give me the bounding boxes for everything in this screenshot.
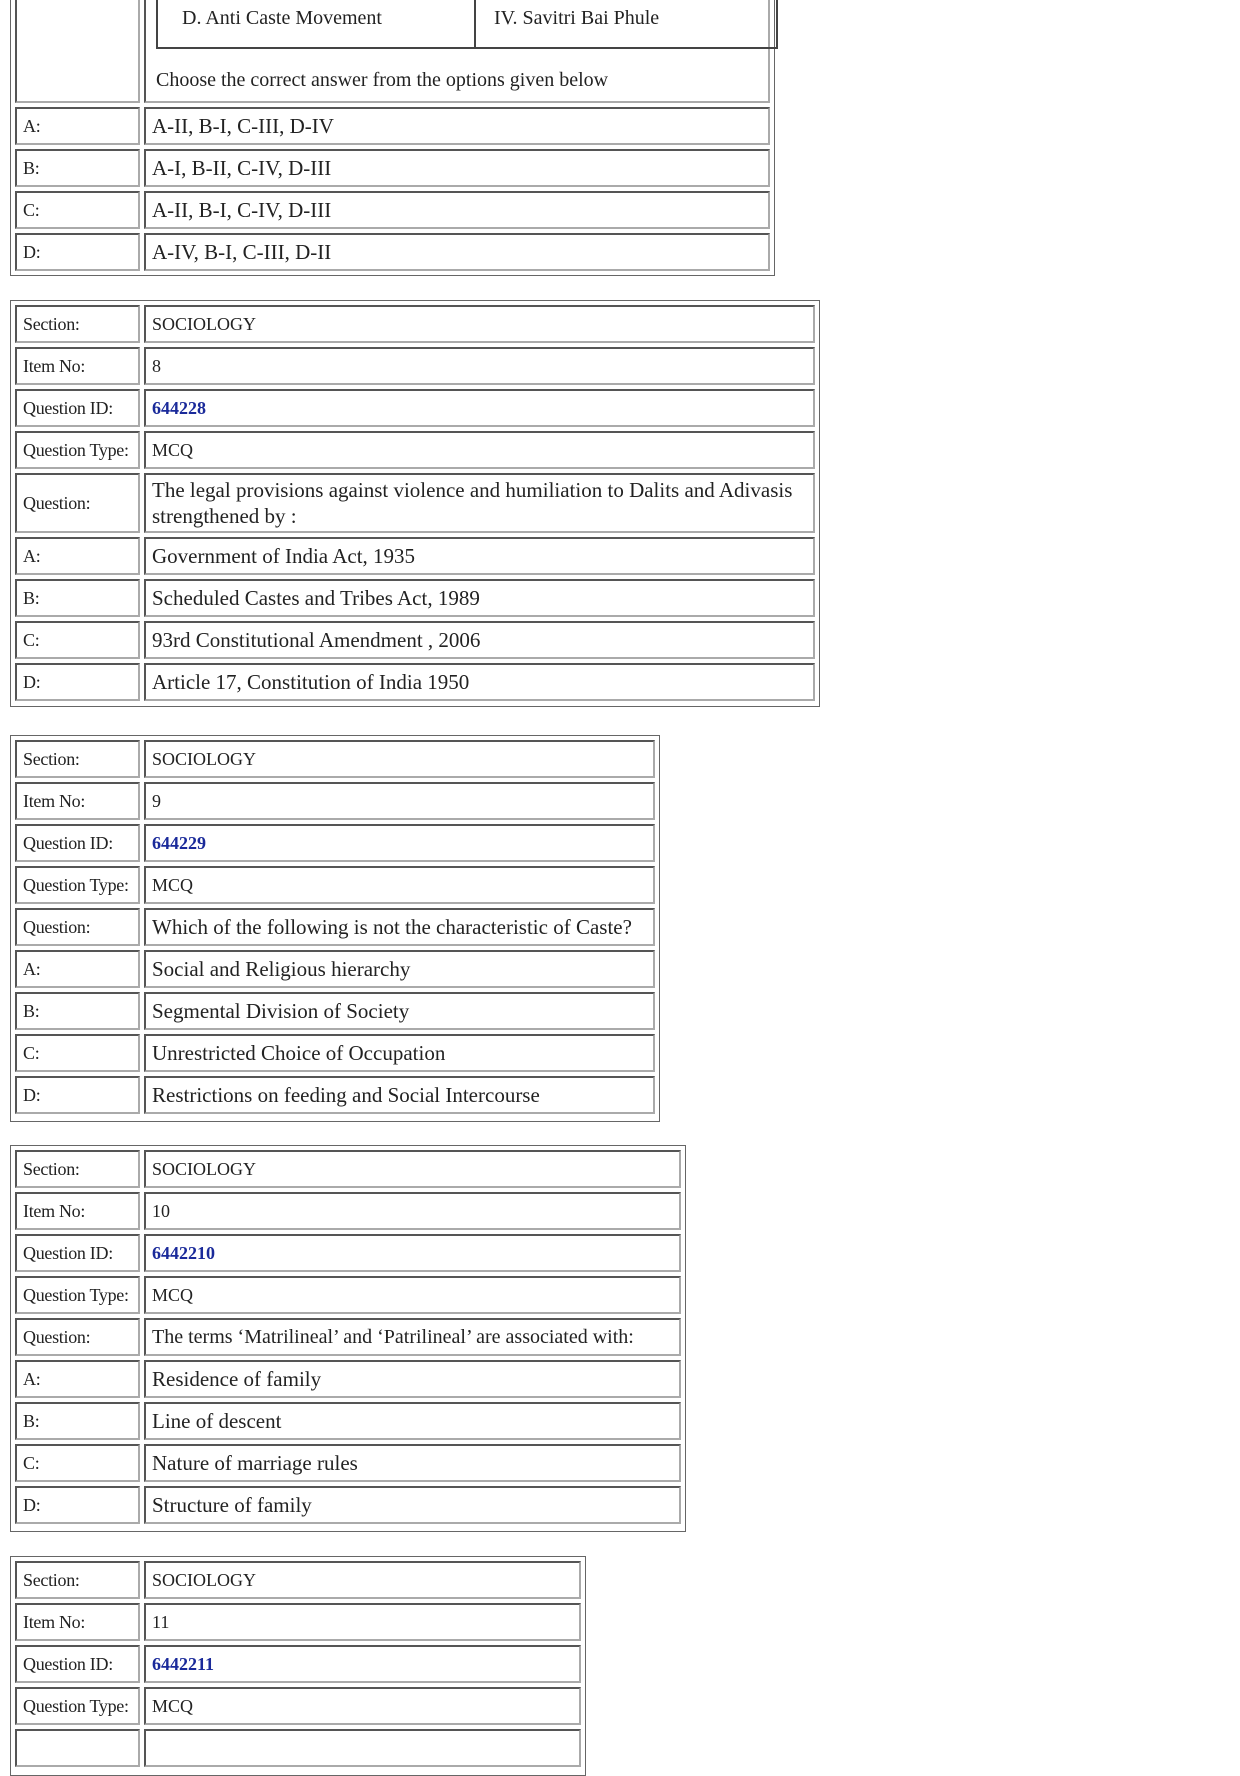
option-text: Line of descent [144, 1402, 681, 1440]
question-type-row [15, 1276, 681, 1314]
section-row [15, 1150, 681, 1188]
option-row-a [15, 537, 815, 575]
option-row-d [15, 233, 770, 271]
question-id-value: 644228 [144, 389, 815, 427]
question-id-row [15, 389, 815, 427]
option-text: Segmental Division of Society [144, 992, 655, 1030]
question-label: Question: [15, 1318, 140, 1356]
section-value: SOCIOLOGY [144, 1561, 581, 1599]
option-label: C: [15, 191, 140, 229]
item-no-value: 10 [144, 1192, 681, 1230]
option-text: 93rd Constitutional Amendment , 2006 [144, 621, 815, 659]
section-value: SOCIOLOGY [144, 1150, 681, 1188]
question-type-label: Question Type: [15, 1276, 140, 1314]
option-label: A: [15, 1360, 140, 1398]
question-type-label: Question Type: [15, 431, 140, 469]
question-row [15, 908, 655, 946]
question-label: Question: [15, 473, 140, 533]
question-block-11 [10, 1556, 586, 1776]
option-label: A: [15, 950, 140, 988]
question-id-label: Question ID: [15, 824, 140, 862]
question-text: The legal provisions against violence and humiliation to Dalits and Adivasis strengthened by : [144, 473, 815, 533]
item-no-row [15, 1603, 581, 1641]
question-id-value: 644229 [144, 824, 655, 862]
match-row-container [15, 0, 770, 103]
item-no-row [15, 347, 815, 385]
option-text: Article 17, Constitution of India 1950 [144, 663, 815, 701]
match-divider [474, 0, 476, 47]
question-label-cut [15, 1729, 140, 1767]
option-row-a [15, 107, 770, 145]
section-row [15, 1561, 581, 1599]
option-row-b [15, 1402, 681, 1440]
option-text: A-II, B-I, C-III, D-IV [144, 107, 770, 145]
item-no-value: 11 [144, 1603, 581, 1641]
question-type-value: MCQ [144, 866, 655, 904]
item-no-value: 9 [144, 782, 655, 820]
question-id-value: 6442211 [144, 1645, 581, 1683]
option-label: B: [15, 992, 140, 1030]
option-text: A-IV, B-I, C-III, D-II [144, 233, 770, 271]
question-type-row [15, 431, 815, 469]
question-type-value: MCQ [144, 1687, 581, 1725]
option-label: C: [15, 1444, 140, 1482]
question-block-10 [10, 1145, 686, 1532]
question-text: Which of the following is not the characteristic of Caste? [144, 908, 655, 946]
item-no-row [15, 1192, 681, 1230]
option-row-c [15, 621, 815, 659]
option-text: Restrictions on feeding and Social Intercourse [144, 1076, 655, 1114]
question-id-row [15, 1234, 681, 1272]
question-type-label: Question Type: [15, 866, 140, 904]
option-label: B: [15, 1402, 140, 1440]
empty-label-cell [15, 0, 140, 103]
question-id-row [15, 1645, 581, 1683]
section-row [15, 740, 655, 778]
option-row-a [15, 950, 655, 988]
option-row-a [15, 1360, 681, 1398]
option-row-c [15, 1444, 681, 1482]
question-type-value: MCQ [144, 1276, 681, 1314]
option-label: D: [15, 233, 140, 271]
question-text: The terms ‘Matrilineal’ and ‘Patrilineal’ are associated with: [144, 1318, 681, 1356]
option-row-c [15, 1034, 655, 1072]
question-block-7-partial [10, 0, 775, 276]
option-row-d [15, 1486, 681, 1524]
match-content-cell [144, 0, 770, 103]
question-type-value: MCQ [144, 431, 815, 469]
question-label: Question: [15, 908, 140, 946]
option-row-b [15, 992, 655, 1030]
section-label: Section: [15, 305, 140, 343]
instruction-text: Choose the correct answer from the options given below [156, 69, 609, 91]
item-no-row [15, 782, 655, 820]
item-no-value: 8 [144, 347, 815, 385]
option-label: D: [15, 663, 140, 701]
question-row-cut [15, 1729, 581, 1767]
option-text: Residence of family [144, 1360, 681, 1398]
option-label: D: [15, 1076, 140, 1114]
option-row-b [15, 149, 770, 187]
question-id-row [15, 824, 655, 862]
option-text: Social and Religious hierarchy [144, 950, 655, 988]
option-label: D: [15, 1486, 140, 1524]
option-row-d [15, 663, 815, 701]
option-row-b [15, 579, 815, 617]
item-no-label: Item No: [15, 1603, 140, 1641]
option-label: B: [15, 149, 140, 187]
option-label: C: [15, 1034, 140, 1072]
section-label: Section: [15, 1150, 140, 1188]
item-no-label: Item No: [15, 1192, 140, 1230]
question-block-9 [10, 735, 660, 1122]
option-text: Unrestricted Choice of Occupation [144, 1034, 655, 1072]
question-type-label: Question Type: [15, 1687, 140, 1725]
question-id-label: Question ID: [15, 1234, 140, 1272]
question-type-row [15, 866, 655, 904]
option-label: A: [15, 107, 140, 145]
option-row-c [15, 191, 770, 229]
question-block-8 [10, 300, 820, 707]
match-left-cell: D. Anti Caste Movement [182, 7, 382, 29]
option-label: C: [15, 621, 140, 659]
question-row [15, 473, 815, 533]
question-row [15, 1318, 681, 1356]
item-no-label: Item No: [15, 347, 140, 385]
question-id-value: 6442210 [144, 1234, 681, 1272]
section-label: Section: [15, 1561, 140, 1599]
section-row [15, 305, 815, 343]
match-table [156, 0, 778, 49]
option-label: A: [15, 537, 140, 575]
option-row-d [15, 1076, 655, 1114]
option-text: Nature of marriage rules [144, 1444, 681, 1482]
option-label: B: [15, 579, 140, 617]
question-id-label: Question ID: [15, 1645, 140, 1683]
option-text: Scheduled Castes and Tribes Act, 1989 [144, 579, 815, 617]
question-id-label: Question ID: [15, 389, 140, 427]
option-text: Structure of family [144, 1486, 681, 1524]
item-no-label: Item No: [15, 782, 140, 820]
option-text: A-I, B-II, C-IV, D-III [144, 149, 770, 187]
question-type-row [15, 1687, 581, 1725]
question-text-cut [144, 1729, 581, 1767]
option-text: Government of India Act, 1935 [144, 537, 815, 575]
option-text: A-II, B-I, C-IV, D-III [144, 191, 770, 229]
match-right-cell: IV. Savitri Bai Phule [494, 7, 660, 29]
section-label: Section: [15, 740, 140, 778]
section-value: SOCIOLOGY [144, 740, 655, 778]
section-value: SOCIOLOGY [144, 305, 815, 343]
